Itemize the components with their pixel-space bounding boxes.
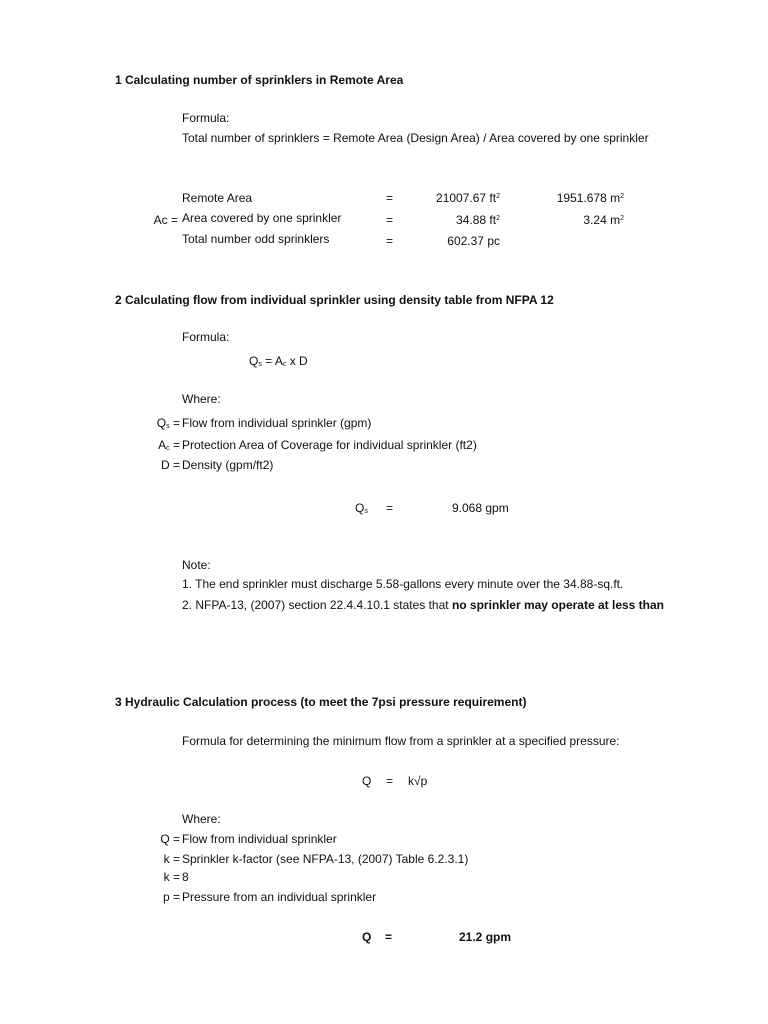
section2-heading: 2 Calculating flow from individual sprinkler using density table from NFPA 12 (115, 293, 554, 307)
q-definition: Flow from individual sprinkler (182, 832, 337, 846)
q-result-value: 21.2 gpm (459, 930, 512, 944)
note-label: Note: (182, 558, 211, 572)
area-per-sprinkler-ft2-value: 34.88 $ft^2$ (456, 213, 500, 227)
q-formula-rhs: k√p (408, 774, 428, 788)
k-symbol: k = (163, 852, 180, 866)
q-result-symbol: Q (362, 930, 372, 944)
section2-formula: $Q_s = A_c$ x D (249, 354, 308, 368)
qs-definition: Flow from individual sprinkler (gpm) (182, 416, 372, 430)
remote-area-ft2-value: 21007.67 $ft^2$ (436, 191, 500, 205)
remote-area-label: Remote Area (182, 191, 253, 205)
qs-result-symbol: $Q_s$ (355, 501, 368, 515)
section2-where-label: Where: (182, 392, 221, 406)
p-definition: Pressure from an individual sprinkler (182, 890, 377, 904)
equals-sign: = (386, 234, 394, 248)
note-1: 1. The end sprinkler must discharge 5.58-gallons every minute over the 34.88-sq.ft. (182, 577, 624, 591)
section1-heading: 1 Calculating number of sprinklers in Remote Area (115, 73, 404, 87)
equals-sign: = (385, 930, 393, 944)
ac-prefix: Ac = (153, 213, 178, 227)
total-sprinklers-value: 602.37 pc (447, 234, 500, 248)
p-symbol: p = (162, 890, 180, 904)
d-symbol: D = (160, 458, 180, 472)
total-sprinklers-label: Total number odd sprinklers (182, 232, 330, 246)
equals-sign: = (386, 501, 394, 515)
area-per-sprinkler-m2-value: 3.24 $m^2$ (583, 213, 624, 227)
area-per-sprinkler-label: Area covered by one sprinkler (182, 211, 342, 225)
ac-symbol: $A_c$ = (158, 438, 180, 452)
equals-sign: = (386, 213, 394, 227)
note-2: 2. NFPA-13, (2007) section 22.4.4.10.1 states that no sprinkler may operate at less than (182, 598, 665, 612)
q-symbol: Q = (160, 832, 180, 846)
qs-result-value: 9.068 gpm (452, 501, 509, 515)
section1-formula-label: Formula: (182, 111, 230, 125)
q-formula-lhs: Q (362, 774, 372, 788)
section1-formula-text: Total number of sprinklers = Remote Area (Design Area) / Area covered by one sprinkler (182, 131, 649, 145)
section3-where-label: Where: (182, 812, 221, 826)
section3-intro: Formula for determining the minimum flow from a sprinkler at a specified pressure: (182, 734, 620, 748)
remote-area-m2-value: 1951.678 $m^2$ (556, 191, 624, 205)
equals-sign: = (386, 191, 394, 205)
section2-formula-label: Formula: (182, 330, 230, 344)
d-definition: Density (gpm/ft2) (182, 458, 274, 472)
equals-sign: = (386, 774, 394, 788)
k-value: 8 (182, 870, 189, 884)
qs-symbol: $Q_s$ = (156, 416, 180, 430)
ac-definition: Protection Area of Coverage for individual sprinkler (ft2) (182, 438, 477, 452)
section3-heading: 3 Hydraulic Calculation process (to meet the 7psi pressure requirement) (115, 695, 527, 709)
k-definition: Sprinkler k-factor (see NFPA-13, (2007) Table 6.2.3.1) (182, 852, 469, 866)
k-value-symbol: k = (163, 870, 180, 884)
